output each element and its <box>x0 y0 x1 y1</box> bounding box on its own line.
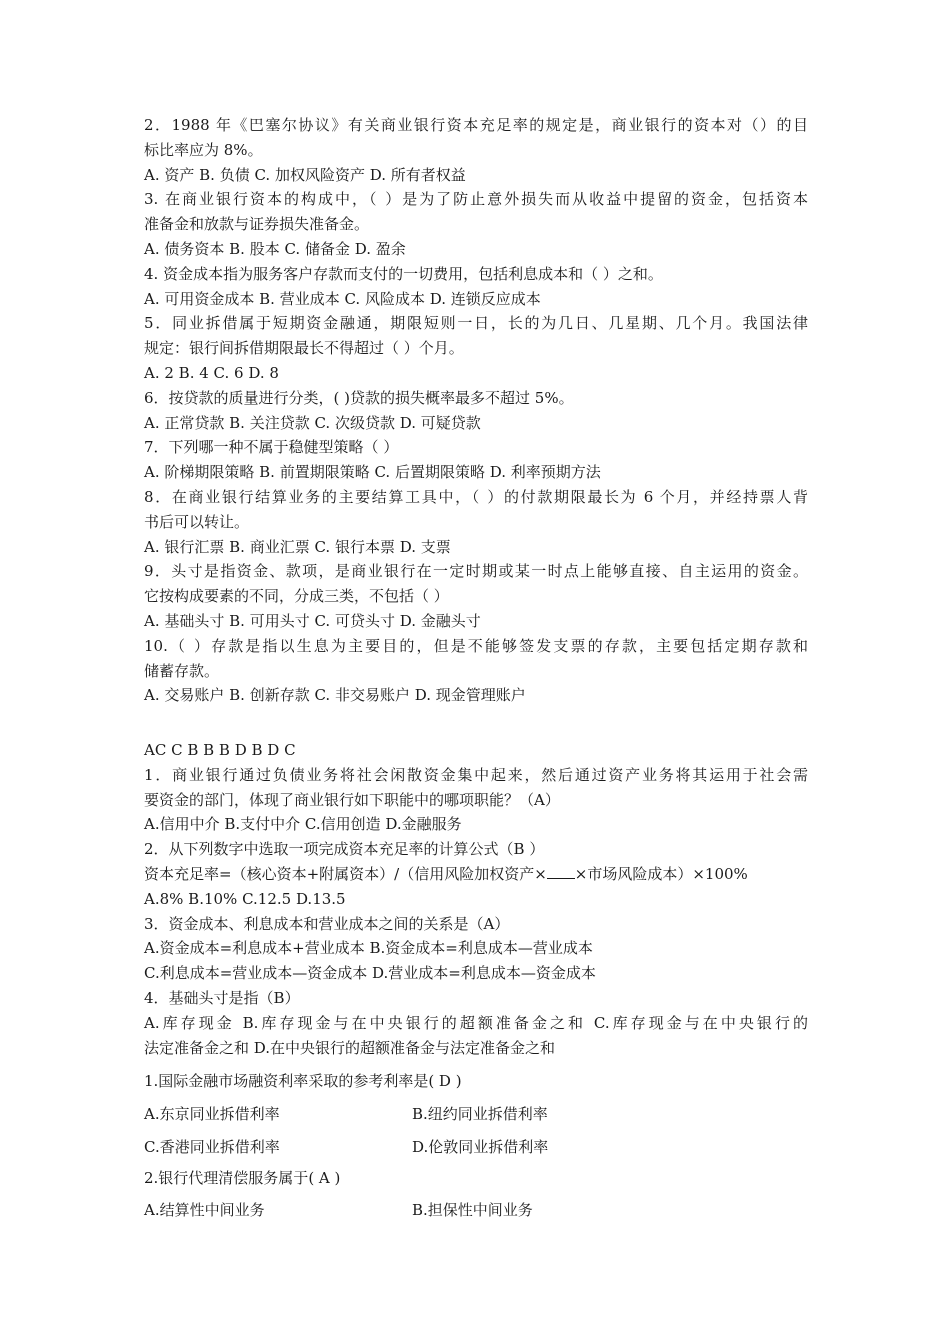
option-d: D.伦敦同业拆借利率 <box>412 1138 549 1156</box>
question-block-1 <box>144 113 808 708</box>
text-line: 要资金的部门，体现了商业银行如下职能中的哪项职能？（A） <box>144 790 560 809</box>
text-line: 10.（ ）存款是指以生息为主要目的，但是不能够签发支票的存款，主要包括定期存款和 <box>144 636 808 655</box>
option-b: B.担保性中间业务 <box>412 1201 533 1219</box>
options-line: A.库存现金 B.库存现金与在中央银行的超额准备金之和 C.库存现金与在中央银行的 <box>144 1013 808 1032</box>
option-a: A.东京同业拆借利率 <box>144 1105 280 1123</box>
options-line: A.信用中介 B.支付中介 C.信用创造 D.金融服务 <box>144 815 462 834</box>
options-row <box>144 1135 808 1159</box>
answer-key-line: AC C B B B D B D C <box>144 741 296 759</box>
options-line: C.利息成本=营业成本—资金成本 D.营业成本=利息成本—资金成本 <box>144 964 596 983</box>
text-line: 3．资金成本、利息成本和营业成本之间的关系是（A） <box>144 914 510 933</box>
formula-prefix: 资本充足率=（核心资本+附属资本）/（信用风险加权资产× <box>144 864 547 883</box>
formula-blank <box>547 864 575 879</box>
text-line: 书后可以转让。 <box>144 512 250 531</box>
text-line: 储蓄存款。 <box>144 661 220 680</box>
text-line: 规定：银行间拆借期限最长不得超过（ ）个月。 <box>144 339 464 358</box>
text-line: 8．在商业银行结算业务的主要结算工具中，（ ）的付款期限最长为 6 个月，并经持票人背 <box>144 487 808 506</box>
text-line: 标比率应为 8%。 <box>144 140 263 159</box>
options-line: 法定准备金之和 D.在中央银行的超额准备金与法定准备金之和 <box>144 1038 556 1057</box>
text-line: 准备金和放款与证券损失准备金。 <box>144 215 370 234</box>
text-line: 1．商业银行通过负债业务将社会闲散资金集中起来，然后通过资产业务将其运用于社会需 <box>144 765 808 784</box>
text-line: 5．同业拆借属于短期资金融通，期限短则一日，长的为几日、几星期、几个月。我国法律 <box>144 314 808 333</box>
question-block-2 <box>144 738 808 1060</box>
options-line: A. 可用资金成本 B. 营业成本 C. 风险成本 D. 连锁反应成本 <box>144 289 541 308</box>
options-line: A. 2 B. 4 C. 6 D. 8 <box>144 363 279 382</box>
formula-line <box>144 862 808 887</box>
text-line: 4．基础头寸是指（B） <box>144 988 300 1007</box>
question-line <box>144 1166 808 1190</box>
text-line: 2．从下列数字中选取一项完成资本充足率的计算公式（B ） <box>144 840 545 859</box>
text-line: 9．头寸是指资金、款项，是商业银行在一定时期或某一时点上能够直接、自主运用的资金。 <box>144 562 808 581</box>
options-line: A. 交易账户 B. 创新存款 C. 非交易账户 D. 现金管理账户 <box>144 686 526 705</box>
option-a: A.结算性中间业务 <box>144 1201 265 1219</box>
options-line: A. 正常贷款 B. 关注贷款 C. 次级贷款 D. 可疑贷款 <box>144 413 481 432</box>
formula-suffix: ×市场风险成本）×100% <box>574 864 748 883</box>
text-line: 它按构成要素的不同，分成三类，不包括（ ） <box>144 587 449 606</box>
options-row <box>144 1198 808 1222</box>
option-c: C.香港同业拆借利率 <box>144 1138 280 1156</box>
text-line: 4. 资金成本指为服务客户存款而支付的一切费用，包括利息成本和（ ）之和。 <box>144 264 663 283</box>
question-line <box>144 1069 808 1093</box>
text-line: 7．下列哪一种不属于稳健型策略（ ） <box>144 438 399 457</box>
text-line: 6．按贷款的质量进行分类，( )贷款的损失概率最多不超过 5%。 <box>144 388 574 407</box>
text-line: 2．1988 年《巴塞尔协议》有关商业银行资本充足率的规定是，商业银行的资本对（）的目 <box>144 116 808 134</box>
options-line: A. 基础头寸 B. 可用头寸 C. 可贷头寸 D. 金融头寸 <box>144 611 481 630</box>
options-row <box>144 1102 808 1126</box>
text-line: 3. 在商业银行资本的构成中，（ ）是为了防止意外损失而从收益中提留的资金，包括资本 <box>144 190 808 209</box>
options-line: A.8% B.10% C.12.5 D.13.5 <box>144 889 346 908</box>
options-line: A. 债务资本 B. 股本 C. 储备金 D. 盈余 <box>144 239 406 258</box>
question-text: 1.国际金融市场融资利率采取的参考利率是( D ) <box>144 1072 462 1090</box>
options-line: A.资金成本=利息成本+营业成本 B.资金成本=利息成本—营业成本 <box>144 939 593 958</box>
options-line: A. 资产 B. 负债 C. 加权风险资产 D. 所有者权益 <box>144 165 466 184</box>
options-line: A. 阶梯期限策略 B. 前置期限策略 C. 后置期限策略 D. 利率预期方法 <box>144 463 601 482</box>
question-text: 2.银行代理清偿服务属于( A ) <box>144 1169 341 1187</box>
options-line: A. 银行汇票 B. 商业汇票 C. 银行本票 D. 支票 <box>144 537 451 556</box>
option-b: B.纽约同业拆借利率 <box>412 1105 548 1123</box>
